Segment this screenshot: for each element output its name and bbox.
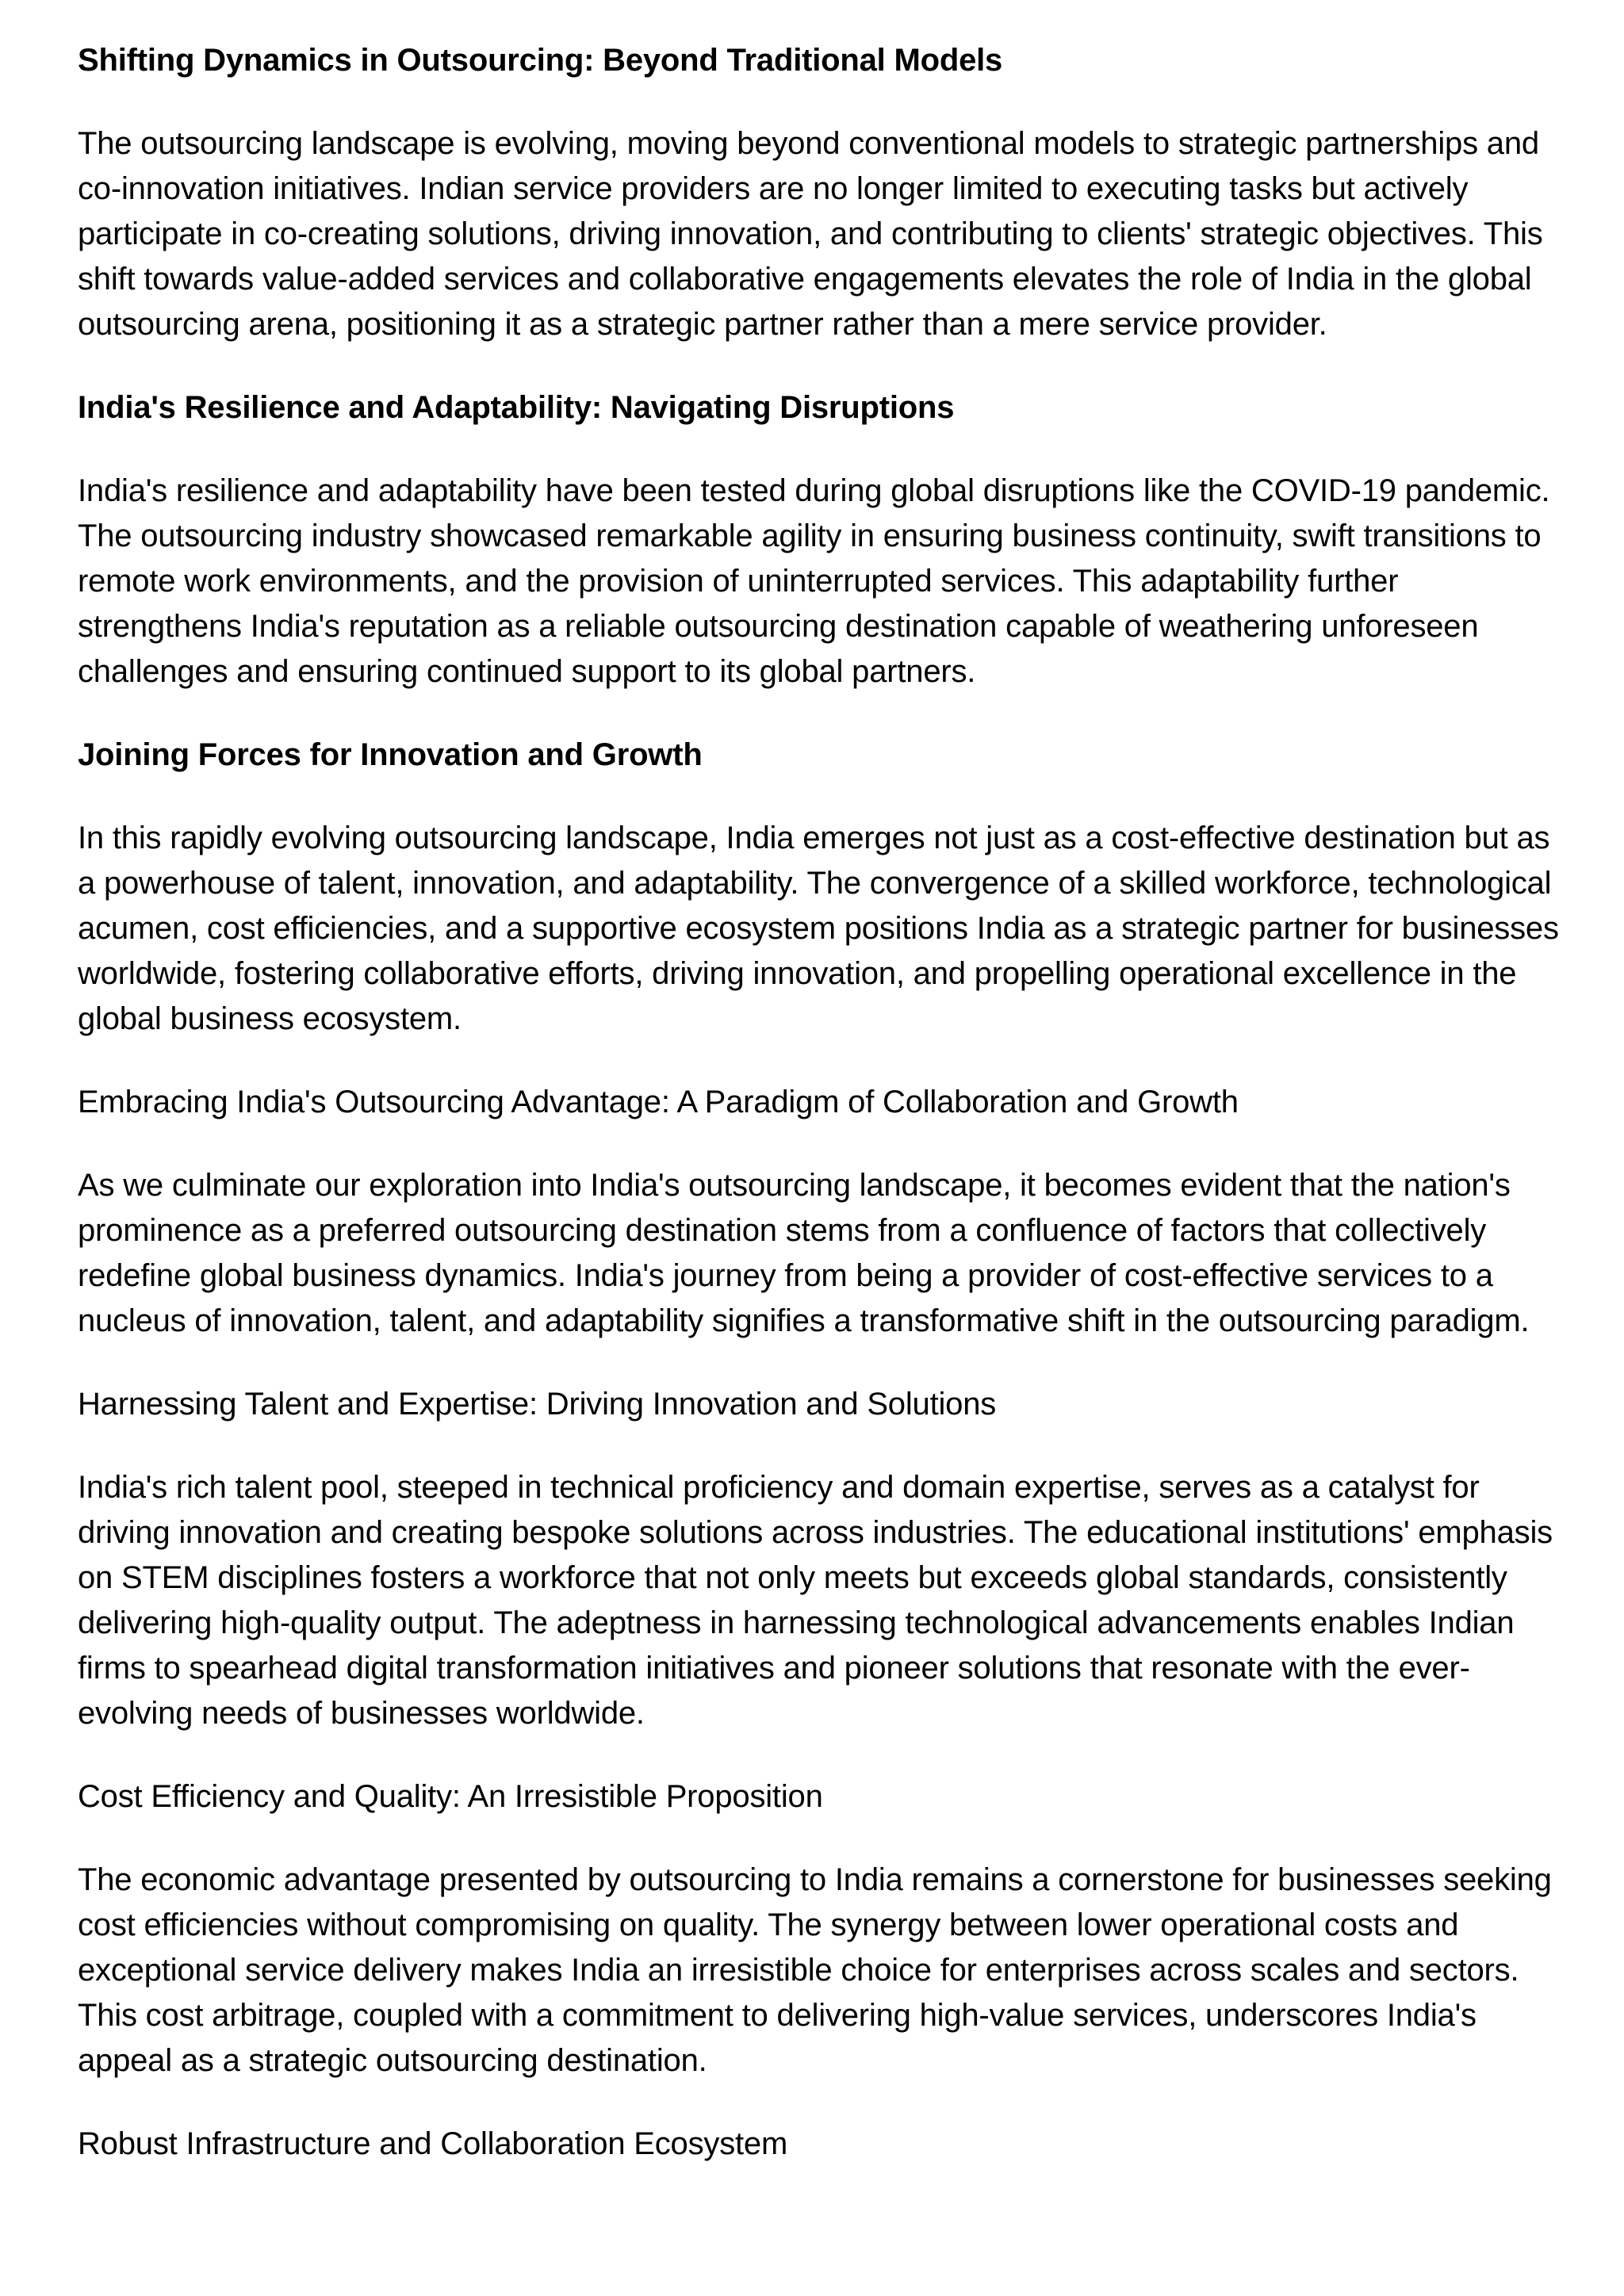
section-heading: India's Resilience and Adaptability: Navigating Disruptions xyxy=(78,390,955,425)
section-paragraph: The outsourcing landscape is evolving, moving beyond conventional models to strategic partnerships and co-innovation initiatives. Indian service providers are no longer limited to executing tasks but actively participate in co-creating solutions, driving innovation, and contributing to clients' strategic objectives. This shift towards value-added services and collaborative engagements elevates the role of India in the global outsourcing arena, positioning it as a strategic partner rather than a mere service provider. xyxy=(78,126,1543,342)
section-heading: Robust Infrastructure and Collaboration Ecosystem xyxy=(78,2126,788,2161)
section-heading: Shifting Dynamics in Outsourcing: Beyond Traditional Models xyxy=(78,43,1003,78)
section-paragraph: As we culminate our exploration into India's outsourcing landscape, it becomes evident that the nation's prominence as a preferred outsourcing destination stems from a confluence of factors that collectively redefine global business dynamics. India's journey from being a provider of cost-effective services to a nucleus of innovation, talent, and adaptability signifies a transformative shift in the outsourcing paradigm. xyxy=(78,1168,1530,1338)
section-heading: Cost Efficiency and Quality: An Irresistible Proposition xyxy=(78,1779,823,1814)
section-paragraph: India's resilience and adaptability have been tested during global disruptions like the COVID-19 pandemic. The outsourcing industry showcased remarkable agility in ensuring business continuity, swift transitions to remote work environments, and the provision of uninterrupted services. This adaptability further strengthens India's reputation as a reliable outsourcing destination capable of weathering unforeseen challenges and ensuring continued support to its global partners. xyxy=(78,473,1550,689)
section-heading: Joining Forces for Innovation and Growth xyxy=(78,737,703,772)
section-heading: Harnessing Talent and Expertise: Driving Innovation and Solutions xyxy=(78,1387,997,1422)
section-paragraph: India's rich talent pool, steeped in technical proficiency and domain expertise, serves as a catalyst for driving innovation and creating bespoke solutions across industries. The educational institutions' emphasis on STEM disciplines fosters a workforce that not only meets but exceeds global standards, consistently delivering high-quality output. The adeptness in harnessing technological advancements enables Indian firms to spearhead digital transformation initiatives and pioneer solutions that resonate with the ever-evolving needs of businesses worldwide. xyxy=(78,1470,1553,1731)
section-paragraph: In this rapidly evolving outsourcing landscape, India emerges not just as a cost-effective destination but as a powerhouse of talent, innovation, and adaptability. The convergence of a skilled workforce, technological acumen, cost efficiencies, and a supportive ecosystem positions India as a strategic partner for businesses worldwide, fostering collaborative efforts, driving innovation, and propelling operational excellence in the global business ecosystem. xyxy=(78,821,1559,1036)
document-body xyxy=(78,38,1568,2205)
section-heading: Embracing India's Outsourcing Advantage: A Paradigm of Collaboration and Growth xyxy=(78,1085,1239,1119)
section-paragraph: The economic advantage presented by outsourcing to India remains a cornerstone for businesses seeking cost efficiencies without compromising on quality. The synergy between lower operational costs and exceptional service delivery makes India an irresistible choice for enterprises across scales and sectors. This cost arbitrage, coupled with a commitment to delivering high-value services, underscores India's appeal as a strategic outsourcing destination. xyxy=(78,1862,1552,2078)
